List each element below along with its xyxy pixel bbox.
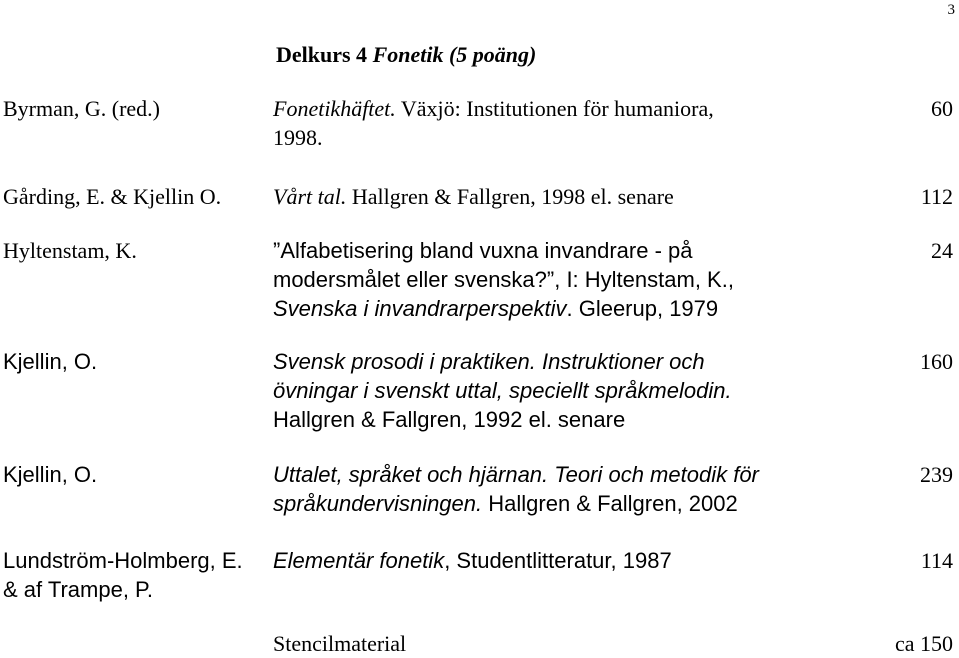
heading-italic: Fonetik (5 poäng) bbox=[372, 42, 537, 67]
footer-pages: ca 150 bbox=[894, 631, 953, 656]
entry-title-text: 1998. bbox=[273, 125, 323, 150]
section-heading bbox=[276, 42, 536, 68]
entry-pages: 160 bbox=[920, 349, 953, 374]
entry-title-italic: Vårt tal. bbox=[273, 184, 347, 209]
entry-title-text: modersmålet eller svenska?”, I: Hyltenstam, K., bbox=[273, 267, 734, 292]
page-number: 3 bbox=[947, 2, 955, 18]
entry-pages: 239 bbox=[920, 462, 953, 487]
entry-pages: 114 bbox=[920, 548, 953, 573]
entry-title-italic: Elementär fonetik bbox=[273, 548, 445, 573]
entry-title-line bbox=[273, 546, 672, 575]
entry-author: Gårding, E. & Kjellin O. bbox=[3, 184, 222, 209]
entry-author: & af Trampe, P. bbox=[3, 577, 154, 602]
entry-title-line bbox=[273, 182, 674, 211]
footer-label: Stencilmaterial bbox=[273, 631, 407, 656]
entry-title-line bbox=[273, 294, 718, 323]
entry-author: Kjellin, O. bbox=[3, 349, 98, 374]
entry-title-line bbox=[273, 376, 732, 405]
entry-title-line bbox=[273, 405, 625, 434]
entry-title-text: Hallgren & Fallgren, 2002 bbox=[482, 491, 738, 516]
entry-title-text: Växjö: Institutionen för humaniora, bbox=[395, 96, 714, 121]
entry-author: Lundström-Holmberg, E. bbox=[3, 548, 243, 573]
entry-title-text: ”Alfabetisering bland vuxna invandrare - på bbox=[273, 238, 693, 263]
entry-pages: 24 bbox=[931, 238, 953, 263]
entry-title-line bbox=[273, 236, 692, 265]
entry-title-text: Hallgren & Fallgren, 1998 el. senare bbox=[346, 184, 674, 209]
entry-title-line bbox=[273, 460, 759, 489]
entry-title-line bbox=[273, 347, 705, 376]
heading-prefix: Delkurs 4 bbox=[276, 42, 373, 67]
entry-title-italic: Svensk prosodi i praktiken. Instruktioner och bbox=[273, 349, 705, 374]
entry-title-italic: språkundervisningen. bbox=[273, 491, 483, 516]
entry-title-text: . Gleerup, 1979 bbox=[566, 296, 719, 321]
entry-author: Hyltenstam, K. bbox=[3, 238, 137, 263]
entry-author: Kjellin, O. bbox=[3, 462, 98, 487]
entry-title-text: , Studentlitteratur, 1987 bbox=[444, 548, 672, 573]
entry-title-line bbox=[273, 265, 734, 294]
entry-title-line bbox=[273, 489, 738, 518]
entry-title-italic: Svenska i invandrarperspektiv bbox=[273, 296, 567, 321]
entry-pages: 60 bbox=[931, 96, 953, 121]
entry-title-italic: övningar i svenskt uttal, speciellt språkmelodin. bbox=[273, 378, 732, 403]
entry-title-text: Hallgren & Fallgren, 1992 el. senare bbox=[273, 407, 626, 432]
entry-title-line bbox=[273, 94, 714, 123]
entry-pages: 112 bbox=[920, 184, 953, 209]
entry-title-italic: Fonetikhäftet. bbox=[273, 96, 396, 121]
entry-author: Byrman, G. (red.) bbox=[3, 96, 161, 121]
entry-title-line bbox=[273, 123, 323, 152]
entry-title-italic: Uttalet, språket och hjärnan. Teori och metodik för bbox=[273, 462, 759, 487]
